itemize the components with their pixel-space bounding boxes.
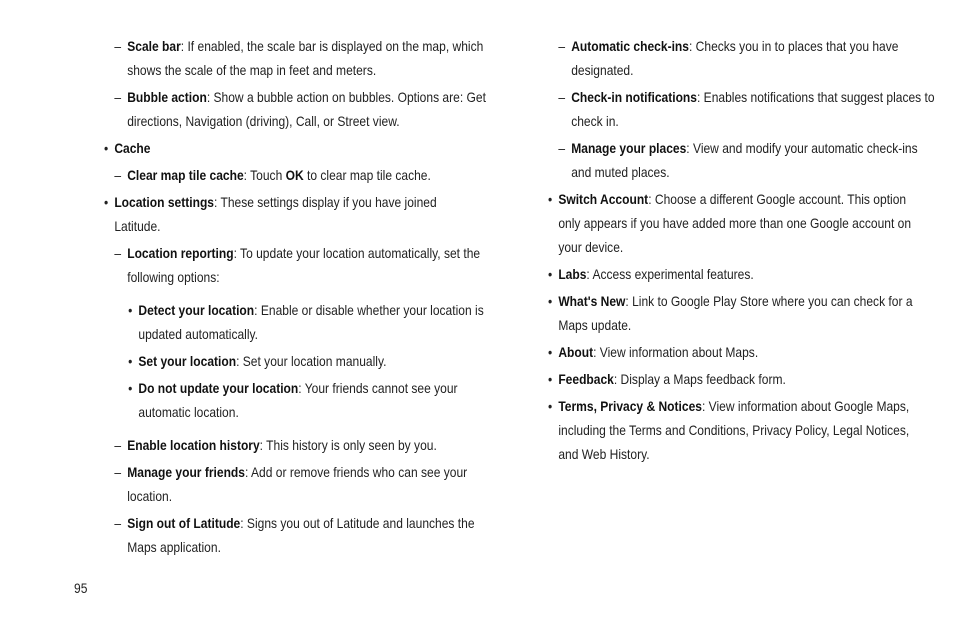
dash-marker: – (114, 38, 122, 54)
desc-sign-out: : Signs you out of Latitude and launches the Maps application. (127, 515, 475, 555)
term-location-history: Enable location history (127, 437, 260, 453)
term-terms-privacy: Terms, Privacy & Notices (558, 398, 702, 414)
desc-location-history: : This history is only seen by you. (259, 437, 437, 453)
term-manage-friends: Manage your friends (127, 464, 245, 480)
list-item-location-reporting (104, 241, 486, 289)
right-column (548, 34, 935, 469)
dash-marker: – (114, 515, 122, 531)
desc-check-in-notifications: : Enables notifications that suggest places to check in. (571, 89, 935, 129)
term-no-update-location: Do not update your location (138, 380, 299, 396)
term-feedback: Feedback (558, 371, 614, 387)
dash-marker: – (114, 89, 122, 105)
desc-location-reporting: : To update your location automatically, set the following options: (127, 245, 481, 285)
list-item-check-in-notifications (548, 85, 936, 133)
list-item-no-update-location (104, 376, 498, 424)
dash-marker: – (114, 245, 122, 261)
list-item-terms-privacy (548, 394, 923, 466)
bullet-marker: • (548, 398, 553, 414)
dash-marker: – (558, 89, 566, 105)
term-scale-bar: Scale bar (127, 38, 181, 54)
desc-set-location: : Set your location manually. (236, 353, 387, 369)
desc-manage-places: : View and modify your automatic check-ins and muted places. (571, 140, 918, 180)
dash-marker: – (558, 140, 566, 156)
term-switch-account: Switch Account (558, 191, 649, 207)
desc-bubble-action: : Show a bubble action on bubbles. Options are: Get directions, Navigation (driving), Call, or Street view. (127, 89, 486, 129)
term-about: About (558, 344, 594, 360)
list-item-location-settings (104, 190, 473, 238)
dash-marker: – (114, 464, 122, 480)
term-whats-new: What's New (558, 293, 626, 309)
bullet-marker: • (548, 344, 553, 360)
list-item-feedback (548, 367, 923, 391)
desc-labs: : Access experimental features. (586, 266, 754, 282)
list-item-automatic-check-ins (548, 34, 936, 82)
list-item-clear-cache (104, 163, 486, 187)
term-set-location: Set your location (138, 353, 237, 369)
bullet-marker: • (104, 194, 109, 210)
list-item-manage-places (548, 136, 936, 184)
desc-no-update-location: : Your friends cannot see your automatic location. (138, 380, 458, 420)
desc-feedback: : Display a Maps feedback form. (613, 371, 786, 387)
bullet-marker: • (548, 293, 553, 309)
desc-whats-new: : Link to Google Play Store where you can check for a Maps update. (558, 293, 913, 333)
term-detect-location: Detect your location (138, 302, 255, 318)
term-location-settings: Location settings (114, 194, 214, 210)
dash-marker: – (114, 437, 122, 453)
desc-about: : View information about Maps. (593, 344, 759, 360)
desc-switch-account: : Choose a different Google account. This option only appears if you have added more than one Google account on your device. (558, 191, 912, 255)
desc-scale-bar: : If enabled, the scale bar is displayed on the map, which shows the scale of the map in feet and meters. (127, 38, 484, 78)
desc-manage-friends: : Add or remove friends who can see your location. (127, 464, 468, 504)
page-number: 95 (74, 580, 88, 596)
ok-label: OK (285, 167, 304, 183)
list-item-scale-bar (104, 34, 486, 82)
list-item-whats-new (548, 289, 923, 337)
bullet-marker: • (548, 266, 553, 282)
desc-detect-location: : Enable or disable whether your location is updated automatically. (138, 302, 484, 342)
desc-automatic-check-ins: : Checks you in to places that you have designated. (571, 38, 899, 78)
list-item-detect-location (104, 298, 498, 346)
list-item-sign-out (104, 511, 486, 559)
dash-marker: – (114, 167, 122, 183)
bullet-marker: • (128, 353, 133, 369)
desc-terms-privacy: : View information about Google Maps, including the Terms and Conditions, Privacy Policy, Legal Notices, and Web History. (558, 398, 910, 462)
left-column (104, 34, 486, 562)
desc-clear-cache-2: to clear map tile cache. (303, 167, 431, 183)
list-item-cache (104, 136, 473, 160)
term-sign-out: Sign out of Latitude (127, 515, 241, 531)
list-item-manage-friends (104, 460, 486, 508)
list-item-location-history (104, 433, 486, 457)
bullet-marker: • (128, 302, 133, 318)
term-labs: Labs (558, 266, 587, 282)
term-check-in-notifications: Check-in notifications (571, 89, 697, 105)
term-cache: Cache (114, 140, 151, 156)
term-location-reporting: Location reporting (127, 245, 234, 261)
list-item-bubble-action (104, 85, 486, 133)
desc-clear-cache-1: : Touch (243, 167, 286, 183)
term-manage-places: Manage your places (571, 140, 687, 156)
term-clear-cache: Clear map tile cache (127, 167, 244, 183)
bullet-marker: • (548, 191, 553, 207)
bullet-marker: • (128, 380, 133, 396)
dash-marker: – (558, 38, 566, 54)
term-automatic-check-ins: Automatic check-ins (571, 38, 689, 54)
list-item-switch-account (548, 187, 923, 259)
list-item-labs (548, 262, 923, 286)
bullet-marker: • (548, 371, 553, 387)
list-item-about (548, 340, 923, 364)
list-item-set-location (104, 349, 498, 373)
desc-location-settings: : These settings display if you have joined Latitude. (114, 194, 437, 234)
bullet-marker: • (104, 140, 109, 156)
term-bubble-action: Bubble action (127, 89, 207, 105)
